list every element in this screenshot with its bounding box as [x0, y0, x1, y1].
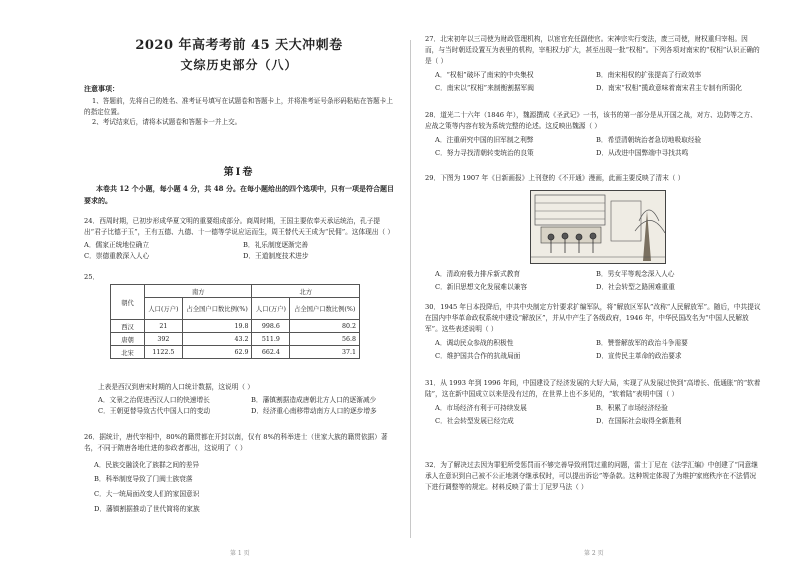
table-corner: 朝代 — [111, 285, 145, 320]
table-cell: 511.9 — [252, 333, 290, 346]
page-number-left: 第 1 页 — [230, 550, 250, 557]
question-stem: 27．北宋初年以三司使为财政管理机构，以宦官充任副使官。宋神宗实行变法，废三司使，财权重归宰相。因而，与当时朝廷设置互为表里的机构，宰相权力扩大，甚至出现一批“权相”。下列各项对南宋的“权相”认识正确的是（ ） — [425, 35, 760, 65]
question-31 — [425, 378, 761, 429]
table-cell-dynasty: 北宋 — [111, 346, 145, 359]
table-group-north: 北方 — [252, 285, 360, 298]
option-a[interactable]: A．文景之治促进西汉人口的快速增长 — [98, 395, 210, 404]
question-options — [84, 458, 396, 517]
question-options — [425, 268, 761, 295]
option-b[interactable]: B．积累了市场经济经验 — [596, 403, 668, 412]
question-stem: 28．道光二十六年（1846 年），魏源撰成《圣武记》一书，该书的第一部分是从开国之战，对方、边防等之方、应战之策等内容有较为系统完整的论述。这反映出魏源（ ） — [425, 111, 757, 130]
option-a[interactable]: A．清政府极力排斥新式教育 — [435, 270, 521, 278]
question-options — [425, 69, 761, 96]
option-d[interactable]: D．宣传民主革命的政治要求 — [596, 351, 682, 360]
option-b[interactable]: B．南宋相权的扩张提高了行政效率 — [596, 70, 702, 79]
question-24 — [84, 216, 396, 261]
option-d[interactable]: D．经济重心南移带动南方人口的逐步增多 — [251, 406, 377, 415]
option-b[interactable]: B．礼乐制度逐渐完善 — [243, 240, 309, 249]
option-d[interactable]: D．在国际社会取得全新胜利 — [596, 417, 682, 426]
question-28 — [425, 110, 761, 161]
table-group-south: 南方 — [145, 285, 252, 298]
exam-subtitle: 文综历史部分（八） — [180, 58, 298, 72]
table-cell: 392 — [145, 333, 183, 346]
option-c[interactable]: C．新旧思想文化发展难以兼容 — [435, 283, 528, 292]
section-title: 第Ⅰ卷 — [223, 167, 255, 178]
option-c[interactable]: C．社会转型发展已经完成 — [435, 417, 514, 426]
option-a[interactable]: A．儒家正统地位确立 — [84, 240, 150, 249]
option-b[interactable]: B．希望清朝统治者急切地吸取经验 — [596, 135, 702, 144]
question-options — [425, 134, 761, 161]
option-a[interactable]: A．民族交融淡化了族群之间的差异 — [94, 460, 200, 469]
option-c[interactable]: C．王朝更替导致古代中国人口的变动 — [98, 406, 211, 415]
option-d[interactable]: D．王道制度技术进步 — [243, 251, 309, 260]
option-b[interactable]: B．科举制度导致了门阀士族衰落 — [94, 475, 193, 484]
option-c[interactable]: C．努力寻找清朝转变统治的良策 — [435, 149, 534, 158]
option-d[interactable]: D．社会转型之路困难重重 — [596, 283, 675, 292]
notice-title: 注意事项： — [84, 84, 119, 93]
question-stem: 31．从 1993 年到 1996 年间，中国建设了经济发展的大好大局，实现了从发展过快到“高增长、低通胀”的“软着陆”，这在新中国成立以来是没有过的，在世界上也不多见的，“软着陆”表明中国（ ） — [425, 379, 761, 398]
table-cell: 62.9 — [182, 346, 252, 359]
option-d[interactable]: D．从改进中国弊端中寻找共鸣 — [596, 149, 689, 158]
table-cell: 662.4 — [252, 346, 290, 359]
table-subheader: 人口(万户) — [145, 298, 183, 320]
option-c[interactable]: C．崇德重教深入人心 — [84, 251, 150, 260]
option-d[interactable]: D．南宋“权相”揽政意味着南宋君主专制有所弱化 — [596, 83, 742, 92]
table-cell-dynasty: 西汉 — [111, 320, 145, 333]
question-stem: 30．1945 年日本投降后，中共中央制定方针要求扩编军队，将“解放区军队”改称“人民解放军”。随后，中共提议在国内中华革命政权系统中建设“解放区”，并从中产生了各级政府，1946 年，中华民国改名为“中国人民解放军”。这些表述说明（ ） — [425, 303, 761, 333]
question-stem: 26．据统计，唐代宰相中，80%的籍贯都在开封以南，仅有 8%的科举进士（世家大族的籍贯依据）著名，不同于隋唐各地仕进的参政者都出，这说明了（ ） — [84, 433, 388, 452]
question-29 — [425, 268, 761, 295]
cartoon-figure — [530, 190, 666, 264]
table-cell-dynasty: 唐朝 — [111, 333, 145, 346]
option-b[interactable]: B．赞誉解放军的政治斗争需要 — [596, 338, 688, 347]
table-row — [111, 320, 360, 333]
option-c[interactable]: C．南宋以“权相”来制衡割据军阀 — [435, 83, 534, 92]
option-a[interactable]: A．调动民众参战的积极性 — [435, 338, 514, 347]
cartoon-illustration — [531, 191, 666, 264]
table-subheader: 占全国户口数比例(%) — [182, 298, 252, 320]
option-a[interactable]: A．市场经济有利于可持续发展 — [435, 403, 527, 412]
question-25 — [98, 382, 398, 417]
question-stem: 24．西周时期，已初步形成华夏文明的重要组成部分。商周时期，王国主要依奉天承运统治，孔子提出“君子比德于玉”，王有五德、九德、十一德等学说应运而生，周王替代天王成为“民佣”。这体现出（ ） — [84, 217, 395, 236]
table-cell: 56.8 — [290, 333, 360, 346]
option-a[interactable]: A．注重研究中国的旧军制之利弊 — [435, 135, 534, 144]
table-cell: 21 — [145, 320, 183, 333]
question-26 — [84, 432, 396, 517]
notice-body — [84, 96, 394, 128]
table-row — [111, 333, 360, 346]
question-options — [425, 337, 761, 364]
notice-item: 2、考试结束后，请将本试题卷和答题卡一并上交。 — [92, 118, 242, 127]
table-cell: 19.8 — [182, 320, 252, 333]
option-b[interactable]: B．男女平等观念深入人心 — [596, 270, 675, 278]
option-b[interactable]: B．藩镇割据造成唐朝北方人口的逐渐减少 — [251, 395, 377, 404]
notice-item: 1、答题前，先将自己的姓名、准考证号填写在试题卷和答题卡上，并将准考证号条形码粘贴在答题卡上的指定位置。 — [84, 97, 393, 116]
page-number-right: 第 2 页 — [584, 550, 604, 557]
option-d[interactable]: D．藩镇割据推动了世代简将的家族 — [94, 504, 200, 513]
question-options — [84, 240, 396, 262]
option-c[interactable]: C．大一统局面改变人们的家国意识 — [94, 490, 200, 499]
section-intro: 本卷共 12 个小题，每小题 4 分，共 48 分。在每小题给出的四个选项中，只有一项是符合题目要求的。 — [84, 184, 394, 205]
question-25-number: 25． — [84, 273, 100, 281]
question-options — [98, 395, 398, 417]
question-27 — [425, 34, 761, 95]
question-stem: 32．为了解决过去因为罪犯所受惩罚而不够完善导致刑罚过重的问题，雷士丁尼在《法学汇编》中创建了“同意继承人在意识到自己被不公正地剥夺继承权时，可以提出诉讼”等条款。这种规定体现了为维护家庭秩序在不法情况下进行调整等的规定。材料反映了雷士丁尼罗马法（ ） — [425, 461, 758, 491]
question-32 — [425, 460, 761, 493]
population-table — [110, 284, 360, 359]
exam-title: 2020 年高考考前 45 天大冲刺卷 — [135, 38, 343, 53]
table-cell: 1122.5 — [145, 346, 183, 359]
option-c[interactable]: C．维护国共合作的抗战局面 — [435, 351, 521, 360]
table-subheader: 占全国户口数比例(%) — [290, 298, 360, 320]
table-cell: 80.2 — [290, 320, 360, 333]
question-options — [425, 402, 761, 429]
column-divider — [410, 40, 411, 538]
table-cell: 37.1 — [290, 346, 360, 359]
question-30 — [425, 302, 761, 363]
question-stem: 上表是西汉到唐宋时期的人口统计数据，这说明（ ） — [98, 383, 254, 391]
table-subheader: 人口(万户) — [252, 298, 290, 320]
table-cell: 998.6 — [252, 320, 290, 333]
table-cell: 43.2 — [182, 333, 252, 346]
table-row — [111, 346, 360, 359]
option-a[interactable]: A．“权相”破坏了南宋的中央集权 — [435, 70, 534, 79]
question-29-stem: 29．下图为 1907 年《日新画报》上刊登的《不开通》漫画，此画主要反映了清末（ ） — [425, 174, 685, 182]
